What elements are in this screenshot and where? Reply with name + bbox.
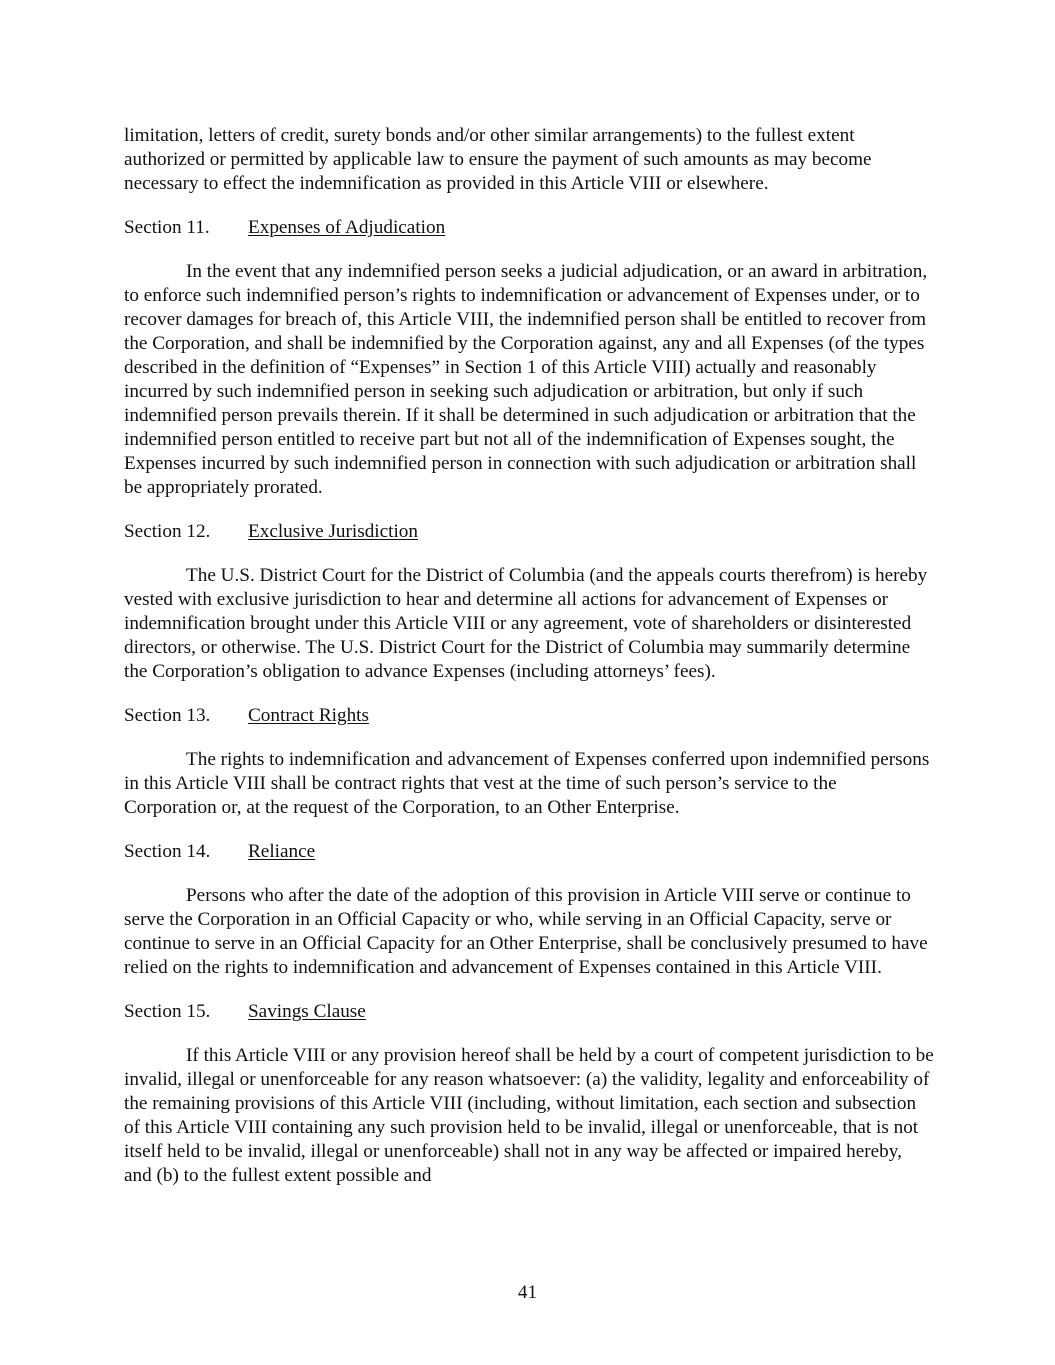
section-number: Section 12. <box>124 521 211 542</box>
section-title: Exclusive Jurisdiction <box>248 521 418 542</box>
section-14-heading <box>124 840 934 864</box>
section-12-body: The U.S. District Court for the District of Columbia (and the appeals courts therefrom) is hereby vested with exclusive jurisdiction to hear and determine all actions for advancement of Expenses or indemnification brought under this Article VIII or any agreement, vote of shareholders or disinterested directors, or otherwise. The U.S. District Court for the District of Columbia may summarily determine the Corporation’s obligation to advance Expenses (including attorneys’ fees). <box>124 565 928 682</box>
section-number: Section 11. <box>124 217 210 238</box>
page-number: 41 <box>517 1282 538 1303</box>
section-number: Section 15. <box>124 1001 211 1022</box>
section-12-heading <box>124 520 934 544</box>
section-15-body: If this Article VIII or any provision hereof shall be held by a court of competent jurisdiction to be invalid, illegal or unenforceable for any reason whatsoever: (a) the validity, legality and enforceability of the remaining provisions of this Article VIII (including, without limitation, each section and subsection of this Article VIII containing any such provision held to be invalid, illegal or unenforceable, that is not itself held to be invalid, illegal or unenforceable) shall not in any way be affected or impaired hereby, and (b) to the fullest extent possible and <box>124 1045 934 1186</box>
section-number: Section 13. <box>124 705 211 726</box>
section-13-heading <box>124 704 934 728</box>
section-14-body: Persons who after the date of the adoption of this provision in Article VIII serve or continue to serve the Corporation in an Official Capacity or who, while serving in an Official Capacity, serve or continue to serve in an Official Capacity for an Other Enterprise, shall be conclusively presumed to have relied on the rights to indemnification and advancement of Expenses contained in this Article VIII. <box>124 885 928 978</box>
section-13-body: The rights to indemnification and advancement of Expenses conferred upon indemnified persons in this Article VIII shall be contract rights that vest at the time of such person’s service to the Corporation or, at the request of the Corporation, to an Other Enterprise. <box>124 749 930 818</box>
section-title: Reliance <box>248 841 316 862</box>
section-title: Expenses of Adjudication <box>248 217 446 238</box>
section-15-heading <box>124 1000 934 1024</box>
section-11-heading <box>124 216 934 240</box>
intro-paragraph: limitation, letters of credit, surety bonds and/or other similar arrangements) to the fullest extent authorized or permitted by applicable law to ensure the payment of such amounts as may become necessary to effect the indemnification as provided in this Article VIII or elsewhere. <box>124 125 872 194</box>
section-title: Savings Clause <box>248 1001 366 1022</box>
section-title: Contract Rights <box>248 705 369 726</box>
section-11-body: In the event that any indemnified person seeks a judicial adjudication, or an award in arbitration, to enforce such indemnified person’s rights to indemnification or advancement of Expenses under, or to recover damages for breach of, this Article VIII, the indemnified person shall be entitled to recover from the Corporation, and shall be indemnified by the Corporation against, any and all Expenses (of the types described in the definition of “Expenses” in Section 1 of this Article VIII) actually and reasonably incurred by such indemnified person in seeking such adjudication or arbitration, but only if such indemnified person prevails therein. If it shall be determined in such adjudication or arbitration that the indemnified person entitled to receive part but not all of the indemnification of Expenses sought, the Expenses incurred by such indemnified person in connection with such adjudication or arbitration shall be appropriately prorated. <box>124 261 928 498</box>
section-number: Section 14. <box>124 841 211 862</box>
document-page <box>124 124 934 1208</box>
